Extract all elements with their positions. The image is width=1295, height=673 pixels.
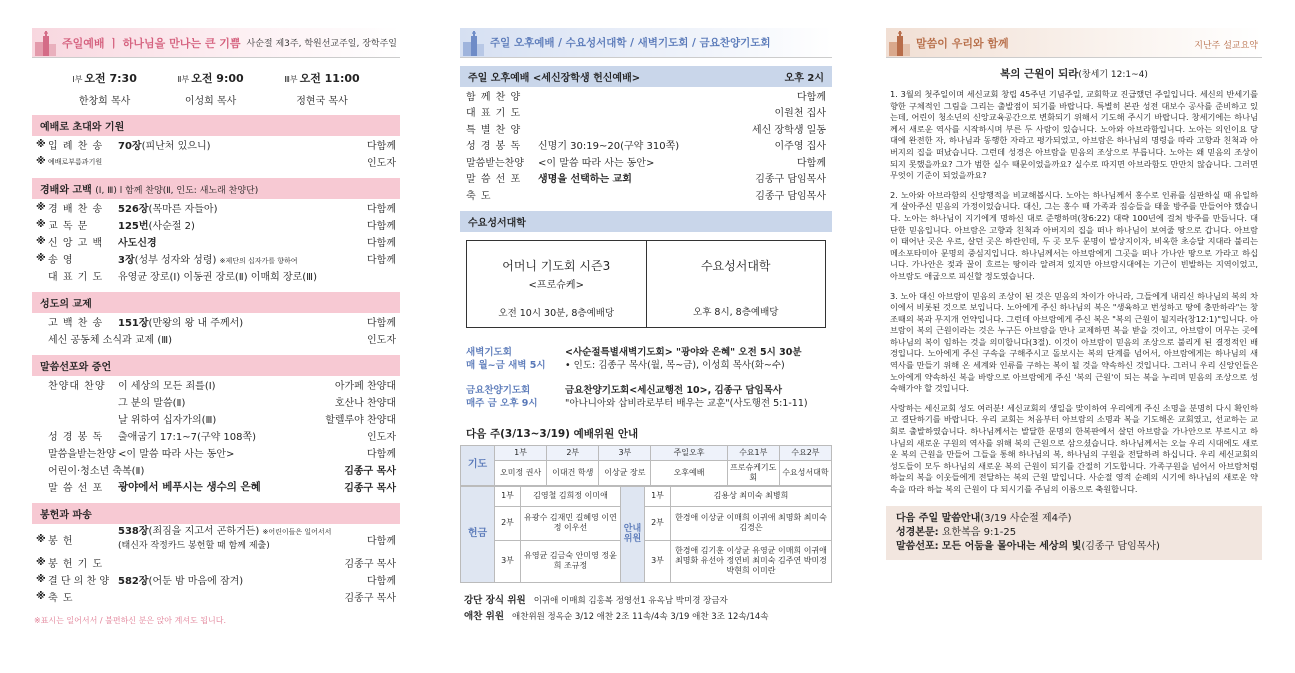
service-times: [32, 70, 400, 107]
wednesday-boxes: [466, 240, 826, 328]
panel-header: [32, 28, 400, 58]
sermon-paragraph: 2. 노아와 아브라함의 신앙행적을 비교해봅시다. 노아는 하나님께서 홍수로 인류를 심판하실 때 유일하게 살아주신 믿음의 가정이었습니다. 대신, 그는 홍수 때 가족과 짐승들을 태울 방주를 만들어야 했습니다. 노아는 하나님이 지기에게 명하신 대로 준행하며(창6:22) 대략 100년에 걸쳐 방주를 만듭니다. 대단한 믿음입니다. 아브람은 고향과 친척과 아버지의 집을 떠나 하나님이 보여줄 땅으로 갑니다. 아브람이 태어난 곳은 우르, 살던 곳은 하란인데, 두 곳 모두 문명이 발상지이자, 비옥한 초승달 지대라 불리는 메소포타미아 문명의 중심지입니다. 하나님께서는 아브람에게 그곳을 떠나 가나안 땅으로 가라고 하십니다. 가나안은 젖과 꿀이 흐르는 땅이라 알려져 있지만 아브람시대에는 기근이 빈발하는 지역이었고, 아브람도 애굽으로 피신할 정도였습니다.: [890, 189, 1258, 281]
page-title: 주일예배 ㅣ 하나님을 만나는 큰 기쁨: [62, 36, 241, 50]
main-service-panel: [32, 28, 400, 658]
dawn-prayer: 새벽기도회 매 월~금 새벽 5시 <사순절특별새벽기도회> "광야와 은혜" 오전 5시 30분 • 인도: 김종구 목사(월, 목~금), 이성희 목사(화~수): [466, 346, 802, 371]
service-col: Ⅰ부 오전 7:30 한창희 목사: [72, 72, 137, 107]
church-icon: [32, 30, 58, 56]
page-subtitle: 사순절 제3주, 학원선교주일, 장학주일: [246, 39, 397, 49]
order-row: ※ 교 독 문 125번(사순절 2) 다함께: [36, 219, 396, 232]
order-row: 날 위하여 십자가의(Ⅲ) 할렐루야 찬양대: [118, 415, 396, 426]
order-row: 찬양대 찬양 이 세상의 모든 죄를(Ⅰ) 아가페 찬양대: [48, 381, 396, 392]
sermon-title: 복의 근원이 되라(창세기 12:1~4): [1000, 68, 1148, 80]
order-row: 어린이·청소년 축복(Ⅱ) 김종구 목사: [48, 466, 396, 477]
order-row: 말씀을받는찬양 <이 말씀 따라 사는 동안> 다함께: [48, 449, 396, 460]
sermon-paragraph: 1. 3월의 첫주일이며 세신교회 창립 45주년 기념주일, 교회학교 진급했던 주일입니다. 세신의 반세기를 향한 구체적인 그림을 그리는 출발점이 되기를 바랍니다. 특별히 본관 성전 대보수 공사를 준비하고 있는데, 어린이 청소년의 신앙교육공간으로 변화되기 위해서 기도해 주시기 바랍니다. 창세기에는 하나님께서 새로운 역사를 시작하시며 부른 두 사람이 있습니다. 노아와 아브라함입니다. 노아는 의인이요 당대에 완전한 자, 하나님과 동행한 자라고 평가되었고, 아브람은 하나님의 명령을 따라 고향과 친척과 아버지의 집을 떠났습니다. 그런데 성경은 아브람을 믿음의 조상으로 부릅니다. 노아는 왜 믿음의 조상이 되지 못했을까요? 그가 범한 실수 때문이었을까요? 실수로 따지면 아브라함도 만만치 않습니다. 그러면 무엇이 기준이 되었을까요?: [890, 89, 1258, 181]
order-row: 말 씀 선 포 광야에서 베푸시는 생수의 은혜 김종구 목사: [48, 481, 396, 494]
order-row: 축 도 김종구 담임목사: [466, 190, 826, 202]
friday-prayer: 금요찬양기도회 매주 금 오후 9시 금요찬양기도회<세신교행전 10>, 김종구 담임목사 "아나니아와 삽비라로부터 배우는 교훈"(사도행전 5:1-11): [466, 384, 808, 409]
order-row: ※ 입 례 찬 송 70장(피난처 있으니) 다함께: [36, 139, 396, 152]
sermon-paragraph: 3. 노아 대신 아브람이 믿음의 조상이 된 것은 믿음의 차이가 아니라, 그들에게 내리신 하나님의 복의 차이에서 비롯된 것으로 보입니다. 노아에게 주신 하나님의 복은 "생육하고 번성하고 땅에 충만하라"는 창조때의 복과 무지개 언약입니다. 그런데 아브람에게 주신 복은 "복의 근원이 될지라(창12:1)"입니다. 아브람이 복의 근원이라는 것은 누구든 아브람을 만나 교제하면 복을 받을 것이고, 아브람이 머무는 곳에 하나님의 복이 임하는 것을 의미합니다(3절). 이것이 아브람이 믿음의 조상으로 불리게 된 결정적인 배경입니다. 노아에게 주신 구속을 구해주시고 돌보시는 복의 단계를 넘어서, 아브람에게는 하나님의 새 역사를 만들기 위해 온 세계와 인류를 구하는 복이 될 것을 약속하신 것입니다. 그러니 우리 신앙인들은 노아에게 약속하신 복을 바랑으로 아브람에게 주신 '복의 근원'이 되는 복을 누리며 믿음의 조상으로 성숙해가야 할 것입니다.: [890, 290, 1258, 394]
service-order: [460, 87, 832, 203]
section-header: 주일 오후예배 <세신장학생 헌신예배> 오후 2시: [460, 66, 832, 87]
last-sermon-label: 지난주 설교요약: [1194, 41, 1258, 51]
order-row: ※ 경 배 찬 송 526장(목마른 자들아) 다함께: [36, 202, 396, 215]
service-col: Ⅲ부 오전 11:00 정현국 목사: [284, 72, 360, 107]
bible-college-box: 수요성서대학 오후 8시, 8층예배당: [646, 241, 826, 327]
section-header: 성도의 교제: [32, 292, 400, 313]
footnote: ※표시는 일어서서 / 불편하신 분은 앉아 계셔도 됩니다.: [34, 616, 227, 625]
church-icon: [886, 30, 912, 56]
order-row: ※ 결 단 의 찬 양 582장(어둔 밤 마음에 잠겨) 다함께: [36, 574, 396, 587]
order-row: 성 경 봉 독 신명기 30:19~20(구약 310쪽) 이주영 집사: [466, 141, 826, 153]
order-row: ※ 신 앙 고 백 사도신경 다함께: [36, 236, 396, 249]
committee-table: 기도 1부 2부 3부 주일오후 수요1부 수요2부 오미정 권사 이대건 학생 이상균 장로 오후예배 프로슈케기도회 수요성서대학: [460, 445, 832, 486]
order-row: ※ 축 도 김종구 목사: [36, 591, 396, 604]
sermon-panel: [886, 28, 1262, 658]
order-row: 세신 공동체 소식과 교제 (Ⅲ) 인도자: [48, 335, 396, 346]
order-row: 말 씀 선 포 생명을 선택하는 교회 김종구 담임목사: [466, 174, 826, 186]
order-row: 말씀받는찬양 <이 말씀 따라 사는 동안> 다함께: [466, 157, 826, 169]
church-icon: [460, 30, 486, 56]
panel-header: [460, 28, 832, 58]
order-row: 대 표 기 도 유영균 장로(Ⅰ) 이동권 장로(Ⅱ) 이매희 장로(Ⅲ): [48, 272, 317, 283]
decoration-committee: 강단 장식 위원 이귀애 이매희 김홍복 정영선1 유옥남 박미경 장금자 애찬 위원 애찬위원 정옥순 3/12 애찬 2조 11속/4속 3/19 애찬 3조 12속/14속: [464, 594, 769, 622]
section-header: 봉헌과 파송: [32, 503, 400, 524]
order-row: ※ 봉 헌 538장(죄짐을 지고서 곤하거든) ※어린이들은 일어서서 (태신자 작정카드 봉헌할 때 함께 제출) 다함께: [36, 526, 396, 551]
order-row: 그 분의 말씀(Ⅱ) 호산나 찬양대: [118, 398, 396, 409]
panel-header: [886, 28, 1262, 58]
order-row: 성 경 봉 독 출애굽기 17:1~7(구약 108쪽) 인도자: [48, 432, 396, 443]
committee-title: 다음 주(3/13~3/19) 예배위원 안내: [466, 427, 639, 440]
page-title: 주일 오후예배 / 수요성서대학 / 새벽기도회 / 금요찬양기도회: [490, 37, 771, 49]
section-header: 경배와 고백 (Ⅰ, Ⅲ) l 함께 찬양(Ⅱ, 인도: 새노래 찬양단): [32, 178, 400, 199]
offering-table: 헌금 1부 김영철 김희정 이미애 안내 위원 1부 김용상 최미숙 최병희 2부 유광수 김재민 길혜영 이연정 이우선 2부 한경애 이상균 이매희 이귀애 최명화 최미숙 김경은 3부 유영균 김금숙 안미영 정윤희 조규정 3부 한경애 김기훈 이상균 유영균 이매희 이귀애 최명화 유선아 정연비 최미숙 김주연 박미경 박현희 이미란: [460, 486, 832, 583]
order-row: ※ 송 영 3장(성부 성자와 성령) ※제단의 십자가를 향하여 다함께: [36, 253, 396, 266]
section-header: 수요성서대학: [460, 211, 832, 232]
order-row: 함 께 찬 양 다함께: [466, 91, 826, 103]
section-header: 예배로 초대와 기원: [32, 115, 400, 136]
service-col: Ⅱ부 오전 9:00 이성희 목사: [177, 72, 244, 107]
order-row: 고 백 찬 송 151장(만왕의 왕 내 주께서) 다함께: [48, 318, 396, 329]
other-services-panel: [460, 28, 832, 658]
order-row: ※ 예배로부름과기원 인도자: [36, 156, 396, 169]
order-row: ※ 봉 헌 기 도 김종구 목사: [36, 557, 396, 570]
mothers-prayer-box: 어머니 기도회 시즌3 <프로슈케> 오전 10시 30분, 8층예배당: [498, 258, 615, 319]
page-title: 말씀이 우리와 함께: [916, 36, 1009, 50]
order-row: 대 표 기 도 이원천 집사: [466, 108, 826, 120]
section-header: 말씀선포와 증언: [32, 355, 400, 376]
next-sermon-box: 다음 주일 말씀안내(3/19 사순절 제4주) 성경본문: 요한복음 9:1-25 말씀선포: 모든 어둠을 몰아내는 세상의 빛(김종구 담임목사): [886, 506, 1262, 560]
sermon-paragraph: 사랑하는 세신교회 성도 여러분! 세신교회의 생일을 맞이하여 우리에게 주신 소명을 분명히 다시 확인하고 결단하기를 바랍니다. 우리 교회는 처음부터 아브람의 소명과 복을 기도해온 교회였고, 선교하는 교회로 출발하였습니다. 하나님께서는 발달한 문명의 한복판에서 살던 아브람을 가나안으로 부르시고 하나님의 새로운 구원의 역사를 위해 복의 근원으로 삼으셨습니다. 하나님께서는 오늘 우리 시대에도 새로운 복의 근원을 만들어 그들을 통해 하나님의 복, 하나님의 구원을 전달하려 하십니다. 우리 세신교회의 성도들이 모두 하나님의 새로운 복의 근원이 되기를 간절히 기도합니다. 가족구원을 넘어서 아브람처럼 하늘의 복을 이웃들에게 전달하는 복의 근원 말입니다. 사순절 영적 순례의 시기에 하나님의 새로운 약속을 따라 하늘 복의 근원이 다 되시기를 주님의 이름으로 축원합니다.: [890, 402, 1258, 494]
order-row: 특 별 찬 양 세신 장학생 일동: [466, 124, 826, 136]
